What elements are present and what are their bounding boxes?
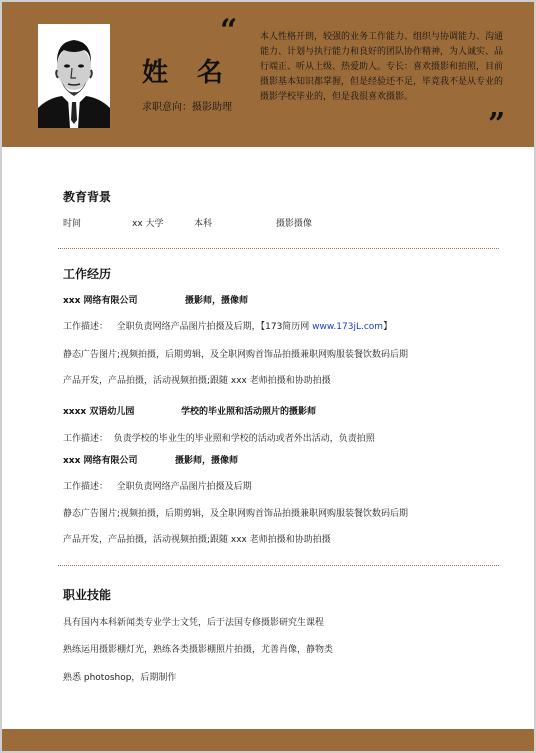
job2-desc-text: 负责学校的毕业生的毕业照和学校的活动或者外出活动，负责拍照 <box>113 434 375 444</box>
work-title: 工作经历 <box>63 267 112 281</box>
job1-desc-end: 】 <box>383 322 393 332</box>
section-divider <box>58 565 499 566</box>
website-link[interactable]: www.173jL.com <box>312 322 384 332</box>
job2-company: xxxx 双语幼儿园 <box>63 407 135 417</box>
job1-position: 摄影师，摄像师 <box>185 296 249 306</box>
job2-desc-label: 工作描述： <box>63 434 109 444</box>
skills-title: 职业技能 <box>63 588 112 602</box>
education-major: 摄影摄像 <box>276 219 313 229</box>
job1-line3: 产品开发，产品拍摄，活动视频拍摄;跟随 xxx 老师拍摄和协助拍摄 <box>63 376 331 386</box>
job2-description <box>63 431 375 444</box>
job3-desc-label: 工作描述： <box>63 482 109 492</box>
job1-desc-text: 全职负责网络产品图片拍摄及后期，【173简历网 <box>116 322 310 332</box>
education-degree: 本科 <box>194 219 213 229</box>
education-title: 教育背景 <box>63 190 112 204</box>
applicant-name: 姓 名 <box>142 58 234 88</box>
education-school: xx 大学 <box>132 219 164 229</box>
skill-line: 熟悉 photoshop，后期制作 <box>63 673 177 683</box>
resume-page <box>2 2 534 751</box>
header-band <box>2 2 534 147</box>
job-intent: 求职意向：摄影助理 <box>142 102 232 113</box>
footer-band <box>2 729 534 751</box>
education-time: 时间 <box>63 219 82 229</box>
skill-line: 熟练运用摄影棚灯光，熟练各类摄影棚照片拍摄，尤善肖像，静物类 <box>63 645 334 655</box>
self-introduction: 本人性格开朗，较强的业务工作能力、组织与协调能力、沟通能力、计划与执行能力和良好的团队协作精神，为人诚实、品行端正、听从上级、热爱助人。专长：喜欢摄影和拍照，目前摄影基本知识都掌握，但是经验还不足，毕竟我不是从专业的摄影学校毕业的，但是我很喜欢摄影。 <box>260 32 504 102</box>
job1-company: xxx 网络有限公司 <box>63 296 138 306</box>
close-quote-icon: ” <box>488 107 506 142</box>
job3-line2: 静态广告图片;视频拍摄，后期剪辑，及全职网购首饰品拍摄兼职网购服装餐饮数码后期 <box>63 509 409 519</box>
skill-line: 具有国内本科新闻类专业学士文凭，后于法国专修摄影研究生课程 <box>63 618 325 628</box>
portrait-image <box>38 24 110 128</box>
job3-position: 摄影师，摄像师 <box>175 456 239 466</box>
job1-description <box>63 319 392 332</box>
job3-company: xxx 网络有限公司 <box>63 456 138 466</box>
job1-desc-label: 工作描述： <box>63 322 109 332</box>
job3-description <box>63 479 252 492</box>
job2-position: 学校的毕业照和活动照片的摄影师 <box>181 407 317 417</box>
job3-desc-text: 全职负责网络产品图片拍摄及后期 <box>116 482 252 492</box>
profile-photo <box>38 24 110 128</box>
section-divider <box>58 248 499 249</box>
job1-line2: 静态广告图片;视频拍摄，后期剪辑，及全职网购首饰品拍摄兼职网购服装餐饮数码后期 <box>63 350 409 360</box>
job3-line3: 产品开发，产品拍摄，活动视频拍摄;跟随 xxx 老师拍摄和协助拍摄 <box>63 535 331 545</box>
open-quote-icon: “ <box>220 13 238 48</box>
